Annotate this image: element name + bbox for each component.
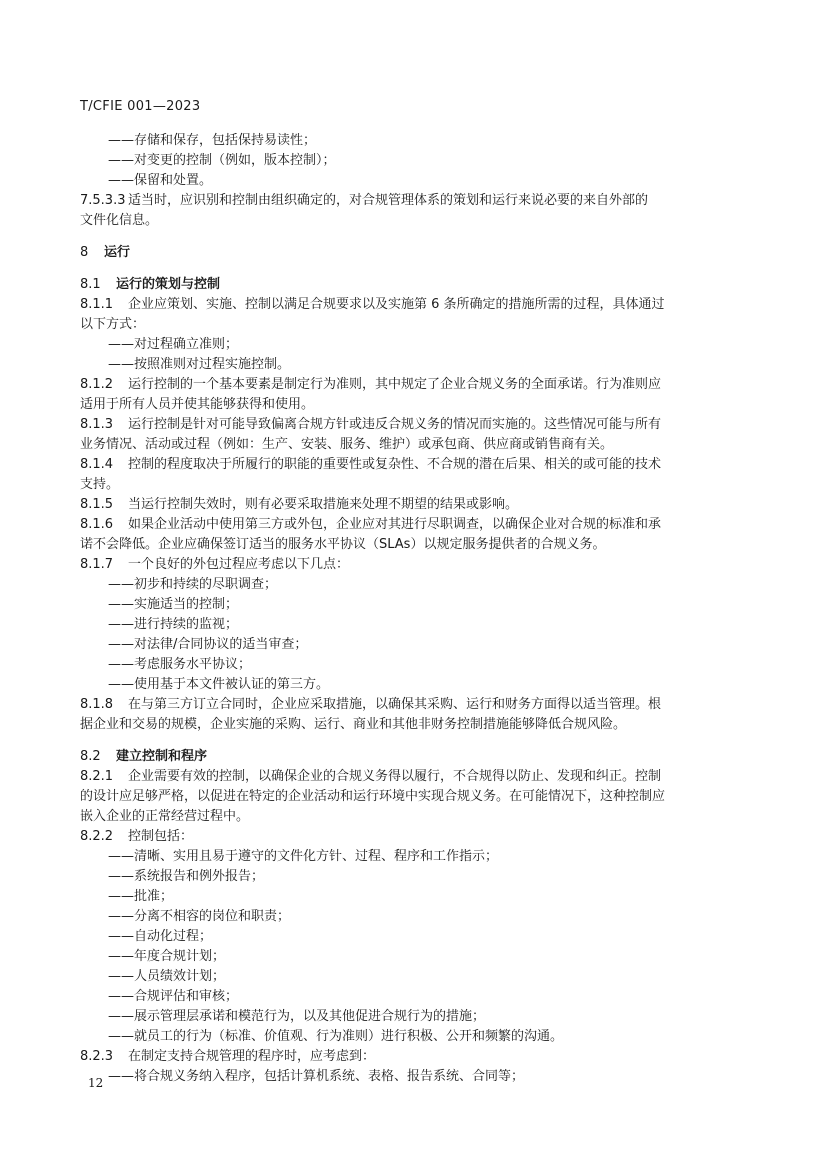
paragraph-continuation: 的设计应足够严格，以促进在特定的企业活动和运行环境中实现合规义务。在可能情况下，这种控制应 (80, 789, 666, 804)
spacer (80, 231, 732, 243)
clause-line (80, 191, 732, 211)
paragraph-continuation: 适用于所有人员并使其能够获得和使用。 (80, 397, 315, 412)
list-item: ——合规评估和审核； (108, 989, 239, 1004)
list-item: ——实施适当的控制； (108, 597, 239, 612)
clause-number: 8.1.5 (80, 497, 114, 512)
subsection-heading (80, 275, 732, 295)
clause-line (80, 767, 732, 787)
list-item: ——清晰、实用且易于遵守的文件化方针、过程、程序和工作指示； (108, 849, 499, 864)
clause-text: 控制包括： (128, 829, 194, 844)
spacer (80, 735, 732, 747)
clause-number: 8.1.2 (80, 377, 114, 392)
list-item: ——将合规义务纳入程序，包括计算机系统、表格、报告系统、合同等； (108, 1069, 525, 1084)
list-item: ——年度合规计划； (108, 949, 226, 964)
clause-number: 8.2.1 (80, 769, 114, 784)
clause-text: 适当时，应识别和控制由组织确定的，对合规管理体系的策划和运行来说必要的来自外部的 (128, 193, 649, 208)
clause-number: 8.1.7 (80, 557, 114, 572)
paragraph-continuation: 以下方式： (80, 317, 146, 332)
list-item: ——按照准则对过程实施控制。 (108, 357, 291, 372)
list-item: ——自动化过程； (108, 929, 213, 944)
list-item: ——分离不相容的岗位和职责； (108, 909, 291, 924)
clause-line (80, 515, 732, 535)
list-item: ——批准； (108, 889, 174, 904)
clause-line (80, 295, 732, 315)
list-item: ——考虑服务水平协议； (108, 657, 252, 672)
heading-text: 运行 (104, 245, 131, 260)
heading-number: 8 (80, 245, 89, 260)
clause-number: 8.2.2 (80, 829, 114, 844)
heading-number: 8.2 (80, 749, 101, 764)
clause-line (80, 555, 732, 575)
section-heading (80, 243, 732, 263)
clause-text: 企业需要有效的控制，以确保企业的合规义务得以履行，不合规得以防止、发现和纠正。控制 (128, 769, 662, 784)
clause-number: 8.1.4 (80, 457, 114, 472)
clause-line (80, 415, 732, 435)
list-item: ——人员绩效计划； (108, 969, 226, 984)
clause-text: 一个良好的外包过程应考虑以下几点： (128, 557, 350, 572)
clause-text: 在制定支持合规管理的程序时，应考虑到： (128, 1049, 376, 1064)
clause-text: 运行控制的一个基本要素是制定行为准则，其中规定了企业合规义务的全面承诺。行为准则应 (128, 377, 662, 392)
list-item: ——存储和保存，包括保持易读性； (108, 133, 317, 148)
clause-line (80, 695, 732, 715)
clause-text: 在与第三方订立合同时，企业应采取措施，以确保其采购、运行和财务方面得以适当管理。根 (128, 697, 662, 712)
page-number: 12 (88, 1076, 104, 1090)
paragraph-continuation: 诺不会降低。企业应确保签订适当的服务水平协议（SLAs）以规定服务提供者的合规义务。 (80, 537, 606, 552)
clause-number: 8.1.6 (80, 517, 114, 532)
clause-text: 如果企业活动中使用第三方或外包，企业应对其进行尽职调查，以确保企业对合规的标准和承 (128, 517, 662, 532)
spacer (80, 263, 732, 275)
list-item: ——对法律/合同协议的适当审查； (108, 637, 308, 652)
list-item: ——初步和持续的尽职调查； (108, 577, 278, 592)
paragraph-continuation: 支持。 (80, 477, 120, 492)
paragraph-continuation: 嵌入企业的正常经营过程中。 (80, 809, 250, 824)
clause-number: 7.5.3.3 (80, 193, 126, 208)
clause-line (80, 455, 732, 475)
paragraph-continuation: 据企业和交易的规模，企业实施的采购、运行、商业和其他非财务控制措施能够降低合规风险。 (80, 717, 627, 732)
heading-text: 运行的策划与控制 (116, 277, 221, 292)
clause-number: 8.1.1 (80, 297, 114, 312)
clause-text: 运行控制是针对可能导致偏离合规方针或违反合规义务的情况而实施的。这些情况可能与所有 (128, 417, 662, 432)
clause-line (80, 375, 732, 395)
heading-text: 建立控制和程序 (116, 749, 208, 764)
clause-line (80, 827, 732, 847)
clause-number: 8.1.3 (80, 417, 114, 432)
clause-number: 8.1.8 (80, 697, 114, 712)
list-item: ——保留和处置。 (108, 173, 213, 188)
document-id: T/CFIE 001—2023 (80, 99, 201, 114)
list-item: ——进行持续的监视； (108, 617, 239, 632)
clause-text: 企业应策划、实施、控制以满足合规要求以及实施第 6 条所确定的措施所需的过程，具体通过 (128, 297, 665, 312)
clause-number: 8.2.3 (80, 1049, 114, 1064)
list-item: ——使用基于本文件被认证的第三方。 (108, 677, 330, 692)
list-item: ——对变更的控制（例如，版本控制）； (108, 153, 336, 168)
list-item: ——就员工的行为（标准、价值观、行为准则）进行积极、公开和频繁的沟通。 (108, 1029, 564, 1044)
clause-text: 当运行控制失效时，则有必要采取措施来处理不期望的结果或影响。 (128, 497, 519, 512)
paragraph-continuation: 业务情况、活动或过程（例如：生产、安装、服务、维护）或承包商、供应商或销售商有关。 (80, 437, 614, 452)
list-item: ——系统报告和例外报告； (108, 869, 265, 884)
paragraph-continuation: 文件化信息。 (80, 213, 159, 228)
subsection-heading (80, 747, 732, 767)
clause-line (80, 1047, 732, 1067)
heading-number: 8.1 (80, 277, 101, 292)
clause-line (80, 495, 732, 515)
clause-text: 控制的程度取决于所履行的职能的重要性或复杂性、不合规的潜在后果、相关的或可能的技术 (128, 457, 662, 472)
list-item: ——展示管理层承诺和模范行为，以及其他促进合规行为的措施； (108, 1009, 486, 1024)
document-body (80, 131, 732, 1087)
list-item: ——对过程确立准则； (108, 337, 239, 352)
